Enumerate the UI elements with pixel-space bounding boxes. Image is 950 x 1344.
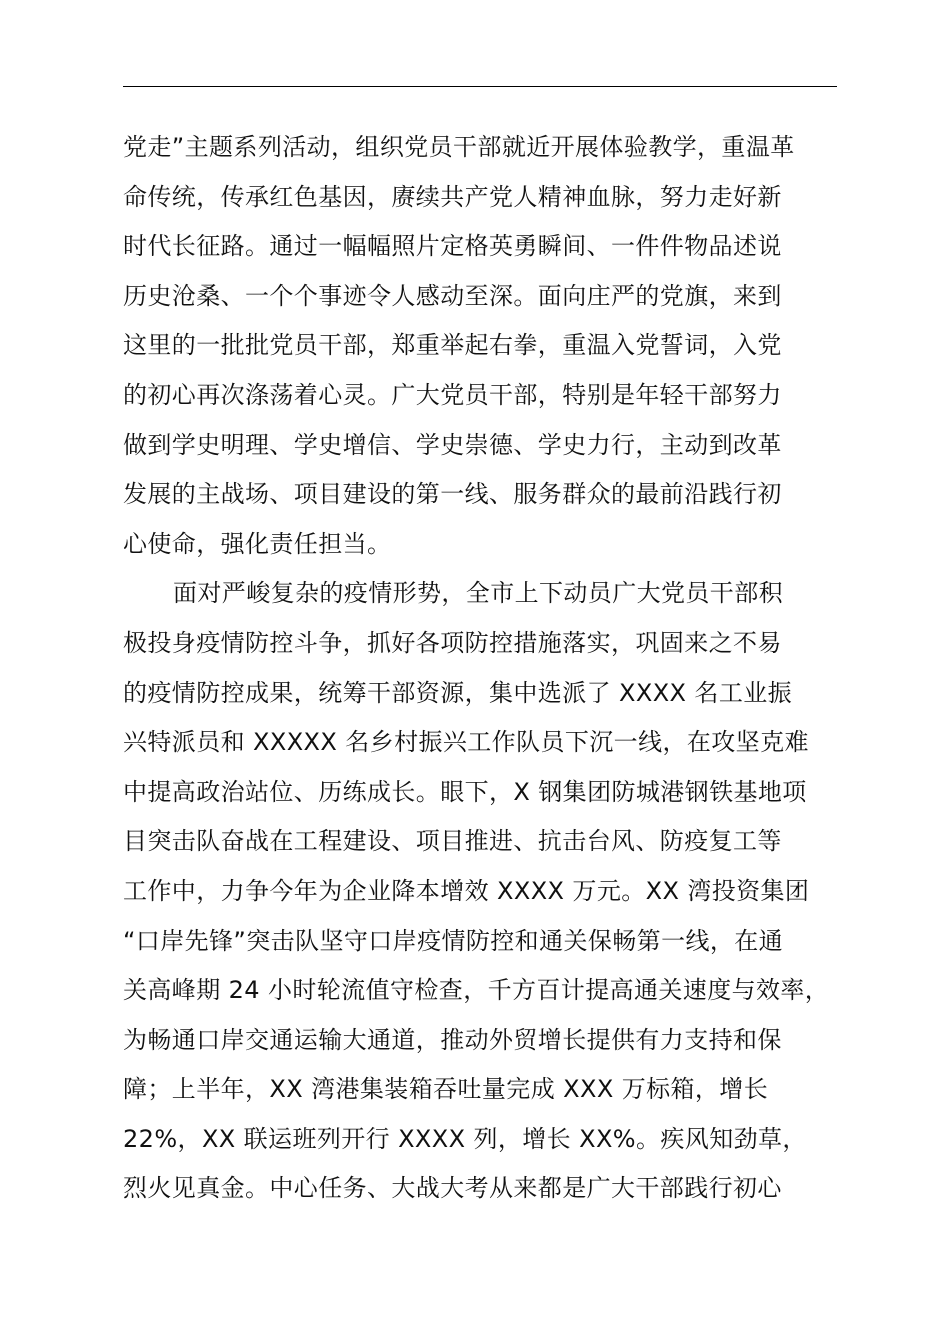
text-line: 22%，XX 联运班列开行 XXXX 列，增长 XX%。疾风知劲草， [123, 1124, 807, 1153]
text-line: 中提高政治站位、历练成长。眼下，X 钢集团防城港钢铁基地项 [123, 777, 807, 806]
header-divider [123, 86, 837, 87]
text-line: 极投身疫情防控斗争，抓好各项防控措施落实，巩固来之不易 [123, 628, 782, 657]
text-line: 党走”主题系列活动，组织党员干部就近开展体验教学，重温革 [123, 133, 795, 161]
text-line: 的初心再次涤荡着心灵。广大党员干部，特别是年轻干部努力 [123, 380, 782, 409]
text-line: 历史沧桑、一个个事迹令人感动至深。面向庄严的党旗，来到 [123, 281, 782, 310]
document-body [123, 123, 863, 1214]
text-line: 烈火见真金。中心任务、大战大考从来都是广大干部践行初心 [123, 1174, 782, 1203]
text-line: 关高峰期 24 小时轮流值守检查，千方百计提高通关速度与效率， [123, 976, 830, 1005]
paragraph-1 [123, 123, 863, 569]
paragraph-2 [123, 569, 863, 1214]
text-line: 面对严峻复杂的疫情形势，全市上下动员广大党员干部积 [173, 579, 783, 608]
text-line: 做到学史明理、学史增信、学史崇德、学史力行，主动到改革 [123, 430, 782, 459]
text-line: 为畅通口岸交通运输大通道，推动外贸增长提供有力支持和保 [123, 1025, 782, 1054]
text-line: 心使命，强化责任担当。 [123, 529, 392, 558]
text-line: 发展的主战场、项目建设的第一线、服务群众的最前沿践行初 [123, 480, 782, 509]
text-line: “口岸先锋”突击队坚守口岸疫情防控和通关保畅第一线，在通 [123, 926, 784, 955]
text-line: 目突击队奋战在工程建设、项目推进、抗击台风、防疫复工等 [123, 827, 782, 856]
text-line: 障；上半年，XX 湾港集装箱吞吐量完成 XXX 万标箱，增长 [123, 1075, 769, 1104]
text-line: 时代长征路。通过一幅幅照片定格英勇瞬间、一件件物品述说 [123, 232, 782, 261]
text-line: 的疫情防控成果，统筹干部资源，集中选派了 XXXX 名工业振 [123, 678, 793, 707]
text-line: 工作中，力争今年为企业降本增效 XXXX 万元。XX 湾投资集团 [123, 876, 810, 905]
text-line: 命传统，传承红色基因，赓续共产党人精神血脉，努力走好新 [123, 182, 782, 211]
text-line: 兴特派员和 XXXXX 名乡村振兴工作队员下沉一线，在攻坚克难 [123, 728, 809, 757]
text-line: 这里的一批批党员干部，郑重举起右拳，重温入党誓词，入党 [123, 331, 782, 360]
